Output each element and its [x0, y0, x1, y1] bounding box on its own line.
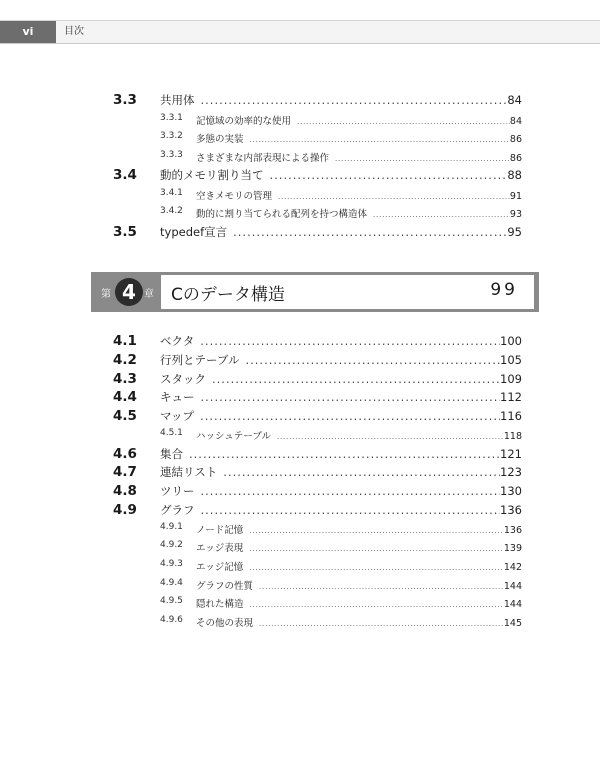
- section-page: 109: [500, 371, 522, 386]
- dot-leader: [249, 527, 504, 535]
- section-number: 3.4.2: [160, 206, 183, 216]
- section-entry: [160, 224, 522, 240]
- section-page: 93: [509, 209, 522, 220]
- section-entry: [196, 578, 522, 592]
- section-title: マップ: [160, 409, 195, 424]
- section-entry: [160, 483, 522, 499]
- section-title: ノード記憶: [196, 524, 244, 536]
- dot-leader: [212, 372, 500, 386]
- chapter-title-box: [161, 275, 534, 309]
- dot-leader: [259, 620, 504, 628]
- header-title: 目次: [64, 26, 84, 37]
- section-page: 144: [503, 599, 522, 611]
- section-page: 142: [503, 562, 522, 573]
- section-title: 多態の実装: [196, 134, 244, 145]
- chapter-prefix: 第: [101, 289, 111, 300]
- section-number: 3.3.1: [160, 112, 183, 123]
- section-entry: [196, 596, 522, 610]
- section-page: 95: [507, 224, 522, 239]
- section-number: 4.9.4: [160, 577, 183, 588]
- chapter-suffix: 章: [144, 289, 154, 300]
- section-entry: [196, 150, 522, 164]
- section-entry: [196, 113, 522, 127]
- section-title: 記憶域の効率的な使用: [196, 115, 292, 127]
- section-title: ベクタ: [160, 334, 195, 348]
- section-page: 100: [500, 334, 522, 348]
- section-entry: [160, 389, 522, 405]
- chapter-number: 4: [122, 280, 136, 304]
- dot-leader: [249, 545, 504, 553]
- section-page: 136: [503, 524, 522, 536]
- section-number: 4.9.5: [160, 596, 183, 607]
- section-page: 130: [500, 484, 522, 499]
- section-number: 4.2: [113, 351, 137, 368]
- dot-leader: [223, 465, 500, 479]
- section-number: 3.4.1: [160, 187, 183, 198]
- section-title: ハッシュテーブル: [196, 431, 271, 442]
- section-entry: [160, 352, 522, 368]
- section-title: 集合: [160, 446, 183, 461]
- section-number: 4.9.2: [160, 540, 183, 551]
- section-page: 116: [500, 409, 522, 424]
- section-title: スタック: [160, 371, 206, 386]
- dot-leader: [201, 484, 501, 498]
- section-number: 4.9: [113, 502, 137, 518]
- dot-leader: [200, 409, 500, 423]
- section-page: 91: [509, 190, 522, 202]
- dot-leader: [200, 334, 500, 348]
- section-entry: [160, 333, 522, 349]
- section-entry: [160, 371, 522, 387]
- dot-leader: [278, 193, 510, 201]
- section-title: 空きメモリの管理: [196, 190, 273, 202]
- section-entry: [196, 428, 522, 442]
- section-page: 86: [509, 152, 522, 164]
- dot-leader: [189, 447, 500, 461]
- section-page: 86: [509, 134, 522, 145]
- section-entry: [196, 559, 522, 573]
- section-page: 88: [507, 168, 522, 182]
- section-page: 136: [500, 503, 522, 517]
- dot-leader: [250, 601, 504, 609]
- section-title: 共用体: [160, 93, 195, 107]
- section-number: 4.7: [113, 464, 137, 481]
- section-number: 3.3.2: [160, 131, 183, 141]
- section-title: その他の表現: [196, 617, 254, 629]
- section-page: 118: [503, 431, 522, 442]
- dot-leader: [297, 118, 510, 126]
- section-title: キュー: [160, 390, 195, 405]
- chapter-title: Cのデータ構造: [171, 285, 285, 305]
- section-number: 4.9.6: [160, 614, 183, 625]
- section-number: 4.3: [113, 370, 137, 387]
- section-entry: [196, 522, 522, 536]
- section-number: 4.9.3: [160, 559, 183, 569]
- dot-leader: [249, 564, 504, 572]
- running-header: [0, 20, 600, 44]
- section-number: 4.9.1: [160, 521, 183, 532]
- section-number: 4.1: [113, 333, 137, 349]
- chapter-banner: [91, 272, 539, 312]
- dot-leader: [373, 211, 510, 219]
- section-entry: [160, 464, 522, 480]
- section-number: 4.5: [113, 408, 137, 425]
- section-page: 105: [500, 352, 522, 367]
- section-title: 隠れた構造: [196, 599, 244, 611]
- section-page: 139: [503, 543, 522, 555]
- section-page: 84: [509, 115, 522, 127]
- section-title: 連結リスト: [160, 465, 218, 480]
- dot-leader: [277, 433, 504, 441]
- section-title: グラフ: [160, 503, 195, 517]
- section-page: 123: [500, 465, 522, 480]
- section-page: 112: [500, 390, 522, 405]
- section-page: 121: [500, 446, 522, 461]
- section-entry: [196, 540, 522, 554]
- section-page: 144: [503, 580, 522, 592]
- section-entry: [196, 188, 522, 202]
- dot-leader: [201, 390, 501, 404]
- dot-leader: [233, 225, 507, 239]
- section-title: さまざまな内部表現による操作: [196, 152, 330, 164]
- section-number: 4.8: [113, 483, 137, 500]
- section-page: 84: [507, 93, 522, 107]
- section-title: 動的メモリ割り当て: [160, 168, 264, 182]
- section-title: エッジ記憶: [196, 562, 244, 573]
- section-number: 3.3: [113, 92, 137, 108]
- section-entry: [160, 446, 522, 462]
- dot-leader: [201, 93, 508, 107]
- section-entry: [160, 167, 522, 183]
- section-page: 145: [503, 617, 522, 629]
- section-number: 3.4: [113, 167, 137, 183]
- section-title: ツリー: [160, 484, 195, 499]
- dot-leader: [270, 168, 508, 182]
- section-title: エッジ表現: [196, 543, 244, 555]
- section-title: 行列とテーブル: [160, 352, 240, 367]
- dot-leader: [335, 155, 510, 163]
- section-number: 3.3.3: [160, 149, 183, 160]
- section-entry: [196, 615, 522, 629]
- chapter-page: 99: [490, 280, 518, 300]
- section-number: 4.5.1: [160, 428, 183, 438]
- section-title: 動的に割り当てられる配列を持つ構造体: [196, 209, 368, 220]
- section-number: 4.4: [113, 389, 137, 406]
- dot-leader: [250, 136, 510, 144]
- section-entry: [160, 92, 522, 108]
- section-number: 3.5: [113, 223, 137, 240]
- section-entry: [160, 502, 522, 518]
- section-number: 4.6: [113, 445, 137, 462]
- dot-leader: [245, 353, 500, 367]
- dot-leader: [259, 583, 504, 591]
- page-number: vi: [0, 21, 56, 43]
- section-entry: [196, 131, 522, 145]
- section-title: グラフの性質: [196, 580, 254, 592]
- dot-leader: [201, 503, 501, 517]
- section-entry: [196, 206, 522, 220]
- section-title: typedef宣言: [160, 224, 228, 239]
- section-entry: [160, 408, 522, 424]
